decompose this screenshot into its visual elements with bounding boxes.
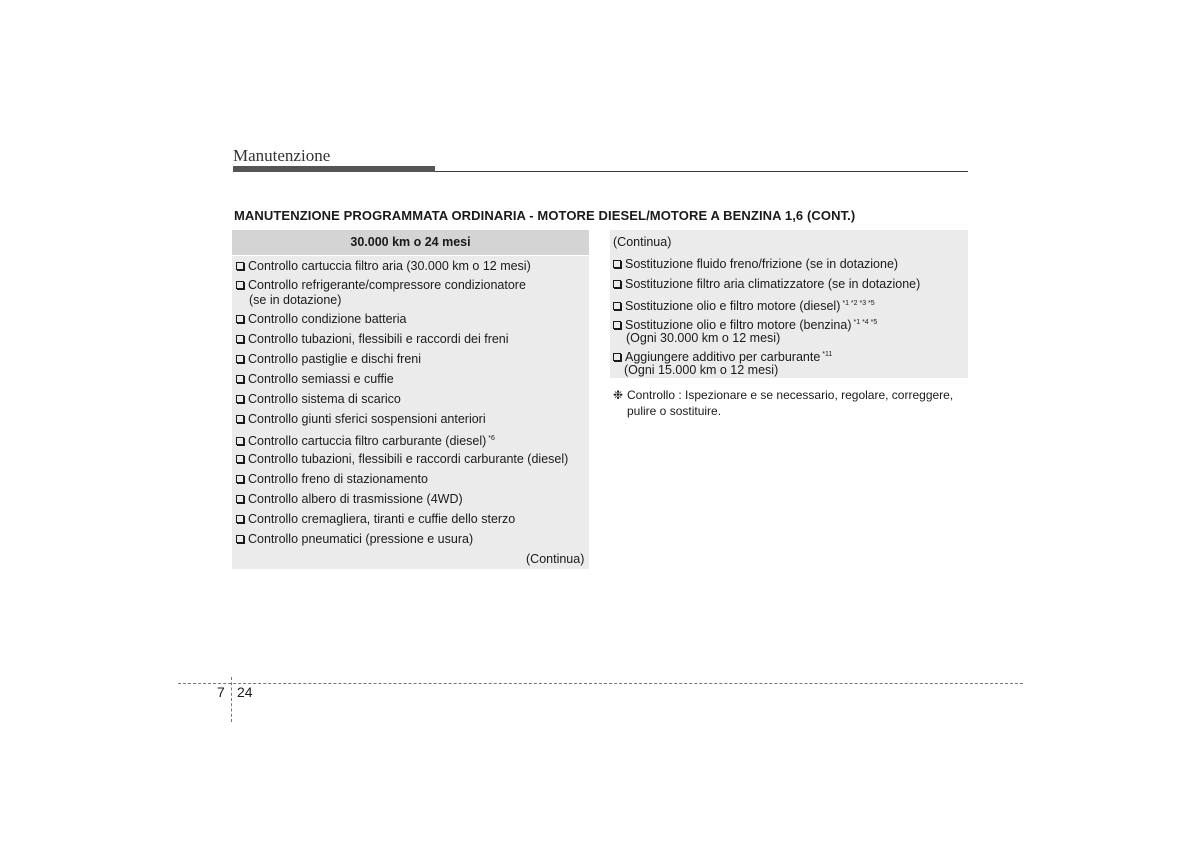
page-number: 24 bbox=[237, 684, 253, 700]
section-title: Manutenzione bbox=[233, 146, 331, 165]
footnote-ref: *1 *2 *3 *5 bbox=[842, 300, 875, 307]
list-item: Controllo giunti sferici sospensioni anteriori bbox=[236, 411, 486, 427]
list-item: Controllo tubazioni, flessibili e raccordi dei freni bbox=[236, 331, 509, 347]
snowflake-note-icon: ❉ bbox=[613, 388, 624, 402]
checkbox-icon bbox=[236, 335, 244, 343]
page-heading: MANUTENZIONE PROGRAMMATA ORDINARIA - MOTORE DIESEL/MOTORE A BENZINA 1,6 (CONT.) bbox=[234, 208, 856, 223]
footnote-ref: *6 bbox=[488, 435, 495, 442]
checkbox-icon bbox=[236, 495, 244, 503]
header-accent-bar bbox=[233, 166, 435, 172]
list-item: Controllo pastiglie e dischi freni bbox=[236, 351, 421, 367]
list-item: Sostituzione olio e filtro motore (diesel) $^{*1 *2 *3 *5}$ bbox=[613, 296, 875, 314]
checkbox-icon bbox=[236, 355, 244, 363]
chapter-number: 7 bbox=[217, 684, 225, 700]
list-item: Controllo refrigerante/compressore condizionatore bbox=[236, 277, 526, 293]
checkbox-icon bbox=[236, 455, 244, 463]
left-table-divider bbox=[232, 255, 589, 256]
footer-divider bbox=[231, 677, 232, 722]
list-item: Controllo cartuccia filtro aria (30.000 km o 12 mesi) bbox=[236, 258, 531, 274]
checkbox-icon bbox=[613, 321, 621, 329]
list-item: Controllo tubazioni, flessibili e raccordi carburante (diesel) bbox=[236, 451, 568, 467]
left-table-title: 30.000 km o 24 mesi bbox=[232, 230, 589, 255]
checkbox-icon bbox=[613, 260, 621, 268]
checkbox-icon bbox=[236, 281, 244, 289]
note-text: Controllo : Ispezionare e se necessario, regolare, correggere, pulire o sostituire. bbox=[627, 388, 954, 418]
checkbox-icon bbox=[236, 395, 244, 403]
checkbox-icon bbox=[613, 353, 621, 361]
footnote-ref: *11 bbox=[822, 351, 833, 358]
checkbox-icon bbox=[236, 262, 244, 270]
list-item: Sostituzione fluido freno/frizione (se in dotazione) bbox=[613, 256, 898, 272]
list-item: Controllo condizione batteria bbox=[236, 311, 406, 327]
continued-label: (Continua) bbox=[613, 235, 672, 249]
checkbox-icon bbox=[613, 280, 621, 288]
list-item: Controllo sistema di scarico bbox=[236, 391, 401, 407]
list-item: Sostituzione olio e filtro motore (benzina) $^{*1 *4 *5}$ bbox=[613, 315, 877, 333]
checkbox-icon bbox=[236, 437, 244, 445]
list-item: Controllo cartuccia filtro carburante (diesel) $^{*6}$ bbox=[236, 431, 495, 449]
checkbox-icon bbox=[236, 415, 244, 423]
footnote-ref: *1 *4 *5 bbox=[853, 319, 878, 326]
list-item: Controllo cremagliera, tiranti e cuffie dello sterzo bbox=[236, 511, 515, 527]
footer-rule bbox=[178, 683, 1023, 684]
checkbox-icon bbox=[613, 302, 621, 310]
list-item: Controllo albero di trasmissione (4WD) bbox=[236, 491, 463, 507]
checkbox-icon bbox=[236, 535, 244, 543]
list-item: Sostituzione filtro aria climatizzatore (se in dotazione) bbox=[613, 276, 920, 292]
list-item: Controllo semiassi e cuffie bbox=[236, 371, 394, 387]
continued-label: (Continua) bbox=[526, 552, 585, 566]
list-item: Aggiungere additivo per carburante $^{*11}$ bbox=[613, 347, 832, 365]
list-item: Controllo pneumatici (pressione e usura) bbox=[236, 531, 473, 547]
checkbox-icon bbox=[236, 375, 244, 383]
checkbox-icon bbox=[236, 315, 244, 323]
list-item-continuation: (Ogni 30.000 km o 12 mesi) bbox=[626, 331, 781, 345]
checkbox-icon bbox=[236, 475, 244, 483]
list-item: Controllo freno di stazionamento bbox=[236, 471, 428, 487]
list-item-continuation: (se in dotazione) bbox=[249, 293, 342, 307]
checkbox-icon bbox=[236, 515, 244, 523]
list-item-continuation: (Ogni 15.000 km o 12 mesi) bbox=[624, 363, 779, 377]
